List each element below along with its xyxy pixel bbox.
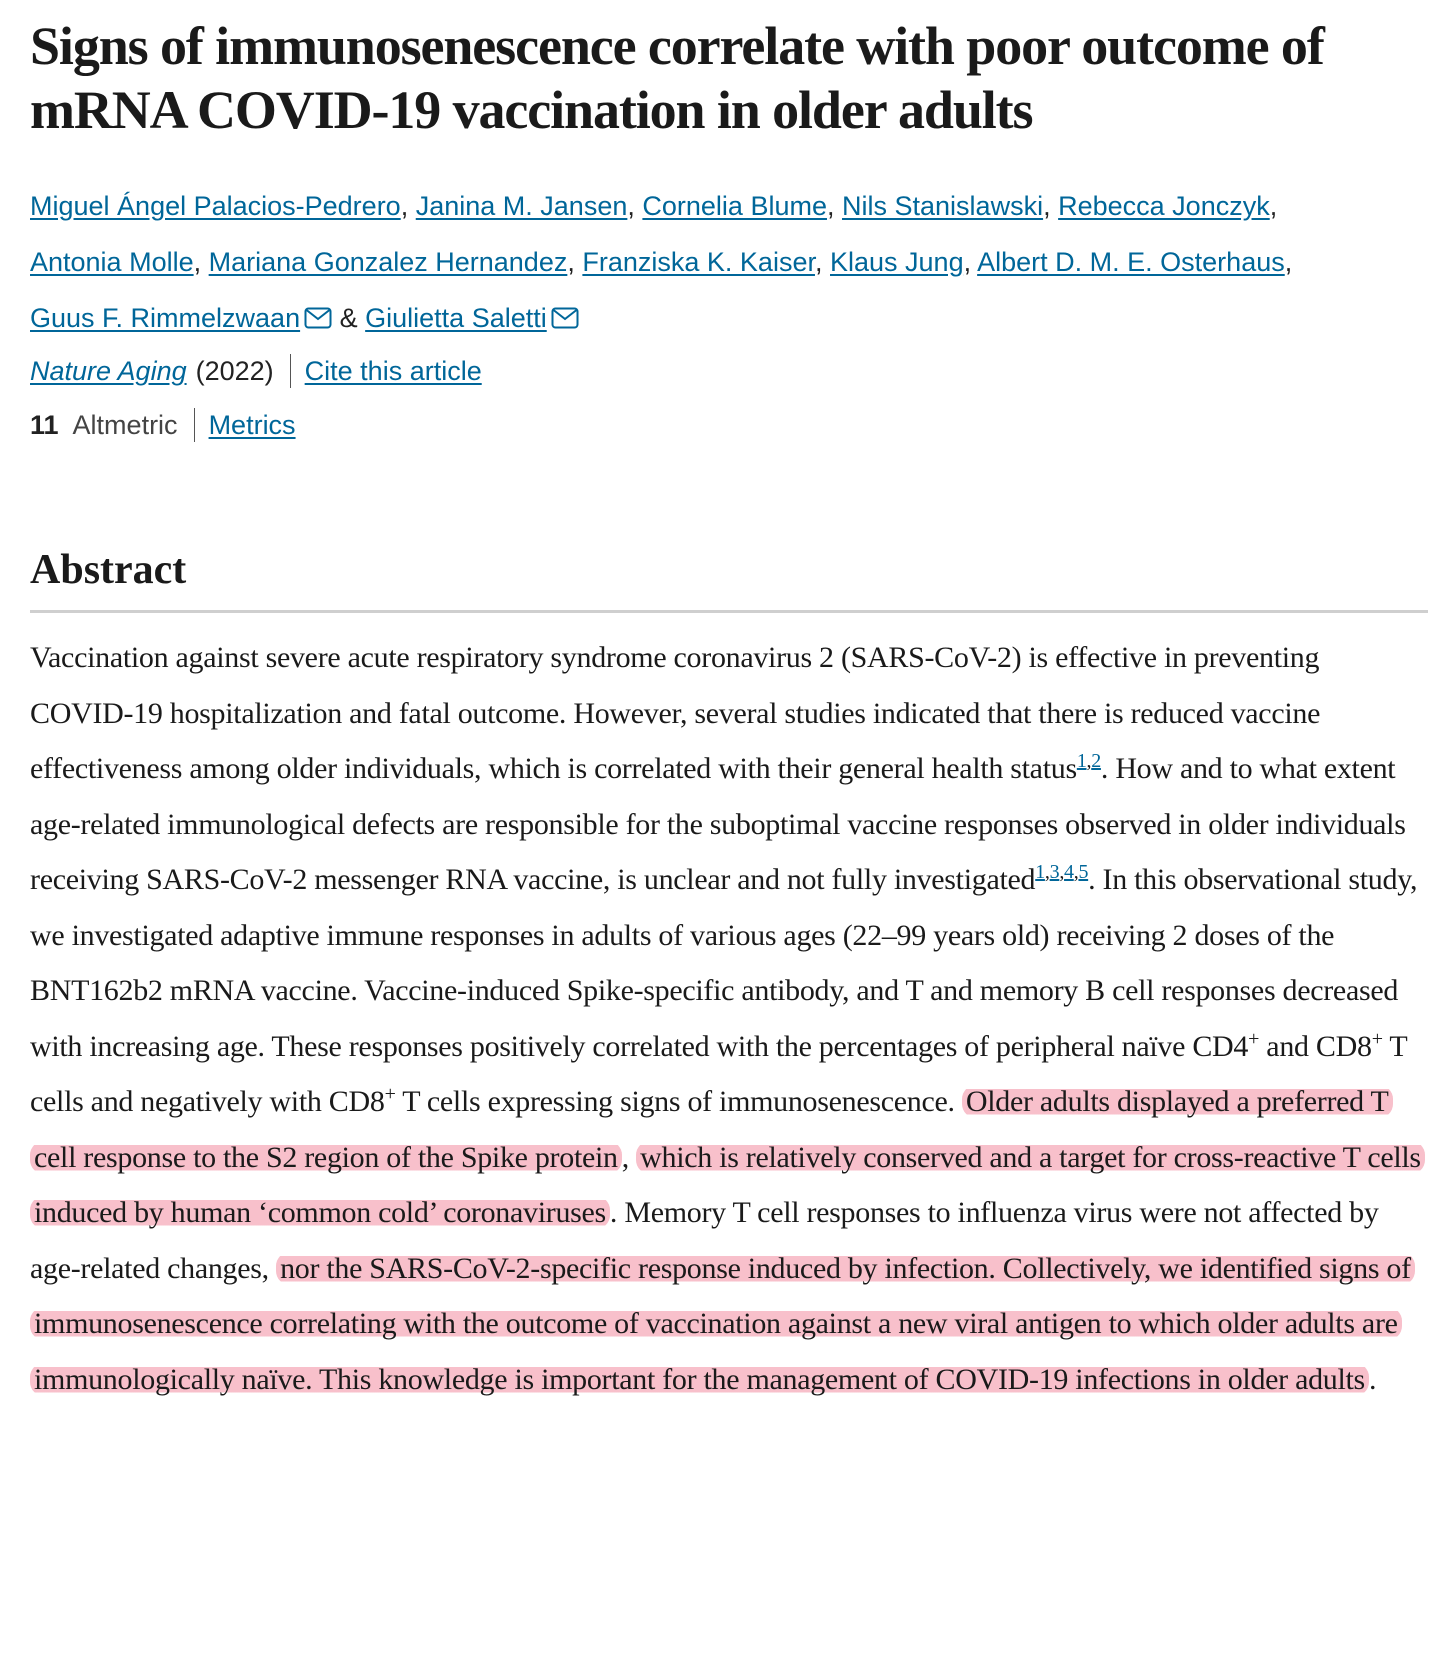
abstract-segment: . How and to what extent age-related immunological defects are responsible for the suboptimal vaccine responses observed in older individuals receiving SARS-CoV-2 messenger RNA vaccine, is unclear and not fully investigated xyxy=(30,752,1406,896)
section-divider xyxy=(30,610,1428,613)
author-separator: , xyxy=(1043,191,1051,221)
metrics-link[interactable]: Metrics xyxy=(208,410,296,440)
author-separator: , xyxy=(400,191,409,221)
author-link[interactable]: Rebecca Jonczyk xyxy=(1058,191,1270,221)
author-link[interactable]: Franziska K. Kaiser xyxy=(582,247,815,277)
abstract-segment: T cells expressing signs of immunosenescence. xyxy=(395,1085,962,1118)
mail-icon[interactable] xyxy=(304,307,332,329)
mail-icon[interactable] xyxy=(551,307,579,329)
reference-link[interactable]: 3 xyxy=(1049,861,1060,883)
metrics-row xyxy=(30,408,296,442)
highlighted-text: nor the SARS-CoV-2-specific response induced by infection. Collectively, we identified signs of immunosenescence correlating with the outcome of vaccination against a new viral antigen to which older adults are immunologically naïve. This knowledge is important for the management of COVID-19 infections in older adults xyxy=(30,1252,1415,1396)
abstract-segment: , xyxy=(621,1140,637,1174)
reference-link[interactable]: 2 xyxy=(1091,750,1101,772)
author-list xyxy=(30,178,1430,346)
abstract-segment: and CD8 xyxy=(1259,1029,1372,1063)
author-separator: , xyxy=(963,247,972,277)
reference-link[interactable]: 4 xyxy=(1064,861,1074,883)
journal-info-row xyxy=(30,354,482,388)
author-link[interactable]: Nils Stanislawski xyxy=(842,191,1044,221)
reference-link[interactable]: 1 xyxy=(1076,750,1087,772)
abstract-text xyxy=(30,630,1428,1407)
author-separator: , xyxy=(814,247,823,277)
reference-group: 1,3,4,5 xyxy=(1035,861,1089,883)
author-link[interactable]: Albert D. M. E. Osterhaus xyxy=(977,247,1285,277)
author-ampersand: & xyxy=(339,303,358,333)
abstract-segment: . Memory T cell responses to influenza virus were not affected by age-related changes, xyxy=(30,1196,1379,1285)
author-separator: , xyxy=(1269,191,1278,221)
author-link[interactable]: Antonia Molle xyxy=(30,247,194,277)
highlighted-text: Older adults displayed a preferred T cell response to the S2 region of the Spike protein xyxy=(30,1085,1393,1174)
author-link[interactable]: Janina M. Jansen xyxy=(415,191,628,221)
author-link[interactable]: Mariana Gonzalez Hernandez xyxy=(208,247,568,277)
publication-year: (2022) xyxy=(195,356,274,386)
superscript-plus: + xyxy=(1371,1027,1383,1050)
abstract-segment: . In this observational study, we investigated adaptive immune responses in adults of various ages (22–99 years old) receiving 2 doses of the BNT162b2 mRNA vaccine. Vaccine-induced Spike-specific antibody, and T and memory B cell responses decreased with increasing age. These responses positively correlated with the percentages of peripheral naïve CD4 xyxy=(30,863,1418,1063)
author-separator: , xyxy=(826,191,835,221)
author-separator: , xyxy=(193,247,202,277)
author-separator: , xyxy=(1284,247,1293,277)
abstract-segment: . xyxy=(1368,1362,1377,1396)
journal-link[interactable]: Nature Aging xyxy=(30,356,187,386)
author-link[interactable]: Cornelia Blume xyxy=(642,191,827,221)
article-title: Signs of immunosenescence correlate with poor outcome of mRNA COVID-19 vaccination in older adults xyxy=(30,16,1324,140)
superscript-plus: + xyxy=(384,1083,396,1105)
highlighted-text: which is relatively conserved and a target for cross-reactive T cells induced by human ‘common cold’ coronaviruses xyxy=(30,1141,1425,1230)
author-link[interactable]: Klaus Jung xyxy=(830,247,964,277)
abstract-segment: Vaccination against severe acute respiratory syndrome coronavirus 2 (SARS-CoV-2) is effective in preventing COVID-19 hospitalization and fatal outcome. However, several studies indicated that there is reduced vaccine effectiveness among older individuals, which is correlated with their general health status xyxy=(30,641,1321,785)
abstract-segment: T cells and negatively with CD8 xyxy=(30,1029,1407,1118)
author-separator: , xyxy=(627,191,635,221)
reference-link[interactable]: 1 xyxy=(1035,861,1045,883)
cite-article-link[interactable]: Cite this article xyxy=(304,356,482,386)
divider xyxy=(290,354,291,388)
reference-link[interactable]: 5 xyxy=(1078,861,1089,883)
altmetric-label: Altmetric xyxy=(72,410,178,440)
divider xyxy=(194,408,195,442)
reference-group: 1,2 xyxy=(1076,750,1101,772)
author-link-corresponding[interactable]: Guus F. Rimmelzwaan xyxy=(30,303,301,333)
altmetric-count: 11 xyxy=(30,410,59,440)
abstract-heading: Abstract xyxy=(30,547,187,593)
author-link[interactable]: Miguel Ángel Palacios-Pedrero xyxy=(30,191,401,221)
superscript-plus: + xyxy=(1248,1027,1260,1050)
author-separator: , xyxy=(567,247,575,277)
author-link-corresponding[interactable]: Giulietta Saletti xyxy=(365,303,547,333)
